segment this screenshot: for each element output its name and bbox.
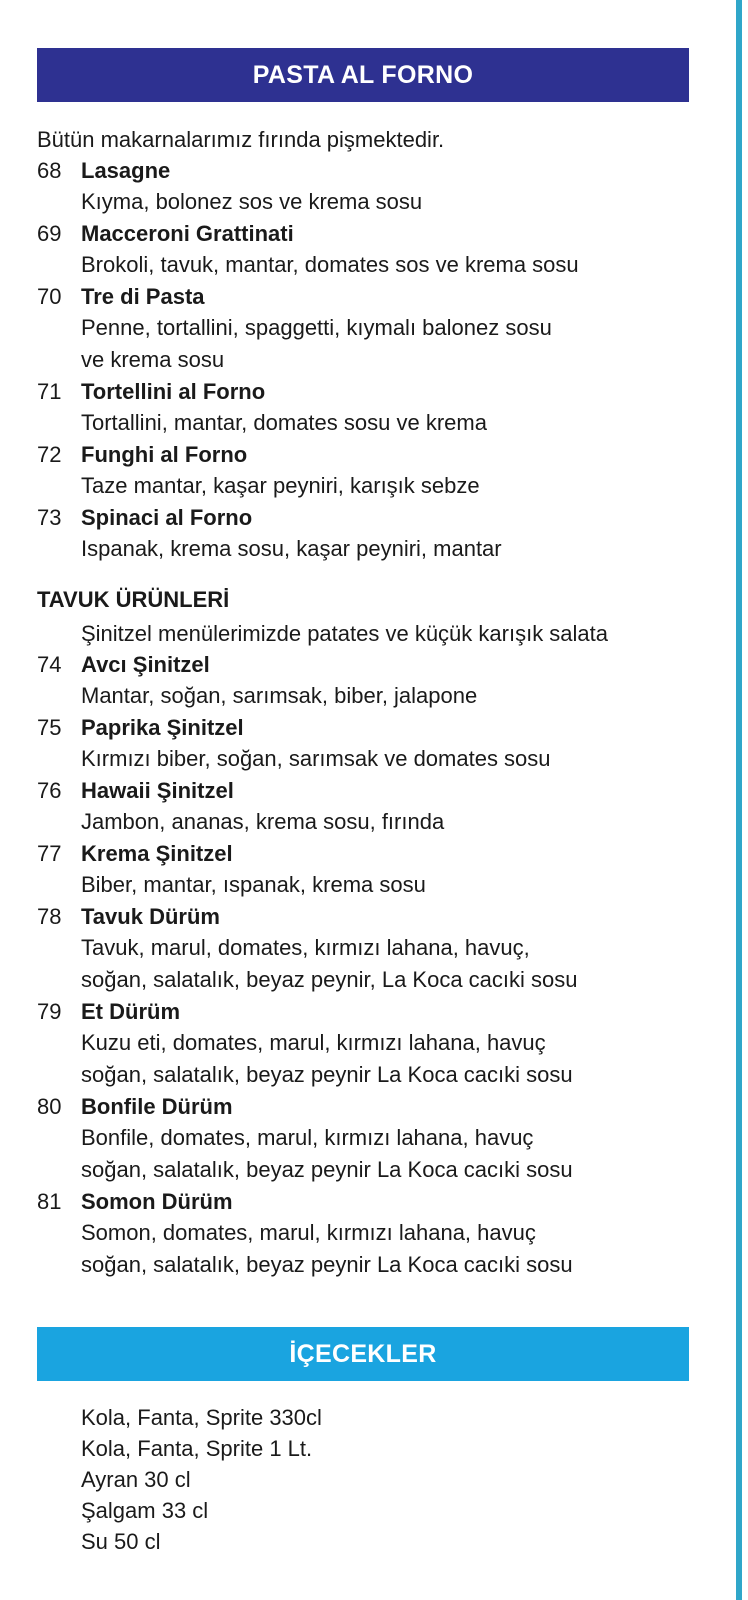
menu-item-description: soğan, salatalık, beyaz peynir La Koca cacıki sosu	[81, 1252, 573, 1277]
menu-item	[37, 775, 708, 806]
menu-item-description: Ispanak, krema sosu, kaşar peyniri, mantar	[81, 536, 502, 561]
pasta-menu-list	[37, 155, 708, 565]
menu-item-description: Brokoli, tavuk, mantar, domates sos ve krema sosu	[81, 252, 579, 277]
drinks-section-banner	[37, 1327, 689, 1381]
menu-item-description: Kıyma, bolonez sos ve krema sosu	[81, 189, 423, 214]
menu-item-description: ve krema sosu	[81, 347, 225, 372]
chicken-menu-list	[37, 649, 708, 1281]
menu-item-number: 80	[37, 1094, 62, 1119]
drink-item: Kola, Fanta, Sprite 1 Lt.	[81, 1436, 313, 1461]
menu-item-number: 75	[37, 715, 62, 740]
menu-item-description: Tortallini, mantar, domates sosu ve krema	[81, 410, 487, 435]
menu-item-description: Kırmızı biber, soğan, sarımsak ve domates sosu	[81, 746, 551, 771]
menu-item-description: soğan, salatalık, beyaz peynir, La Koca cacıki sosu	[81, 967, 578, 992]
pasta-section-title: PASTA AL FORNO	[252, 60, 474, 89]
menu-item-description: Penne, tortallini, spaggetti, kıymalı balonez sosu	[81, 315, 552, 340]
menu-item-number: 69	[37, 221, 62, 246]
menu-item-number: 78	[37, 904, 62, 929]
menu-item-number: 71	[37, 379, 62, 404]
menu-item-name: Macceroni Grattinati	[81, 221, 294, 246]
menu-item-number: 76	[37, 778, 62, 803]
menu-item-name: Bonfile Dürüm	[81, 1094, 233, 1119]
menu-item-name: Avcı Şinitzel	[81, 652, 210, 677]
menu-item-name: Spinaci al Forno	[81, 505, 253, 530]
menu-item	[37, 218, 708, 249]
menu-item-name: Krema Şinitzel	[81, 841, 233, 866]
menu-item-description: Taze mantar, kaşar peyniri, karışık sebze	[81, 473, 480, 498]
drink-item: Ayran 30 cl	[81, 1467, 191, 1492]
menu-item	[37, 155, 708, 186]
drink-item: Kola, Fanta, Sprite 330cl	[81, 1405, 322, 1430]
menu-item-name: Tortellini al Forno	[81, 379, 266, 404]
menu-item-name: Tre di Pasta	[81, 284, 205, 309]
menu-item	[37, 838, 708, 869]
drinks-section	[37, 1402, 708, 1557]
menu-item-number: 73	[37, 505, 62, 530]
menu-item-description: Biber, mantar, ıspanak, krema sosu	[81, 872, 426, 897]
drink-item: Şalgam 33 cl	[81, 1498, 209, 1523]
menu-item-number: 72	[37, 442, 62, 467]
menu-item	[37, 376, 708, 407]
menu-item	[37, 996, 708, 1027]
menu-item-name: Funghi al Forno	[81, 442, 248, 467]
menu-item	[37, 502, 708, 533]
menu-item-description: Mantar, soğan, sarımsak, biber, jalapone	[81, 683, 478, 708]
chicken-section-title: TAVUK ÜRÜNLERİ	[37, 587, 230, 612]
menu-item-name: Hawaii Şinitzel	[81, 778, 234, 803]
drink-item: Su 50 cl	[81, 1529, 161, 1554]
menu-item-number: 68	[37, 158, 62, 183]
drinks-list	[37, 1402, 708, 1557]
menu-item-name: Somon Dürüm	[81, 1189, 233, 1214]
menu-item	[37, 1186, 708, 1217]
menu-item-name: Paprika Şinitzel	[81, 715, 244, 740]
menu-item-description: Kuzu eti, domates, marul, kırmızı lahana, havuç	[81, 1030, 546, 1055]
chicken-section	[37, 584, 708, 1281]
menu-item-number: 70	[37, 284, 62, 309]
menu-item-description: soğan, salatalık, beyaz peynir La Koca cacıki sosu	[81, 1062, 573, 1087]
chicken-note: Şinitzel menülerimizde patates ve küçük karışık salata	[81, 621, 609, 646]
menu-item	[37, 1091, 708, 1122]
menu-item-number: 79	[37, 999, 62, 1024]
pasta-section	[37, 124, 708, 565]
menu-item-number: 74	[37, 652, 62, 677]
menu-item	[37, 712, 708, 743]
menu-item-description: soğan, salatalık, beyaz peynir La Koca cacıki sosu	[81, 1157, 573, 1182]
menu-item	[37, 649, 708, 680]
menu-item-number: 77	[37, 841, 62, 866]
pasta-intro: Bütün makarnalarımız fırında pişmektedir.	[37, 127, 445, 152]
menu-item-number: 81	[37, 1189, 62, 1214]
menu-item	[37, 439, 708, 470]
menu-item	[37, 901, 708, 932]
page-edge-line	[736, 0, 742, 1600]
menu-item-description: Bonfile, domates, marul, kırmızı lahana, havuç	[81, 1125, 534, 1150]
menu-item-name: Tavuk Dürüm	[81, 904, 220, 929]
menu-item-description: Tavuk, marul, domates, kırmızı lahana, havuç,	[81, 935, 530, 960]
pasta-section-banner	[37, 48, 689, 102]
menu-item	[37, 281, 708, 312]
menu-item-description: Somon, domates, marul, kırmızı lahana, havuç	[81, 1220, 536, 1245]
drinks-section-title: İÇECEKLER	[289, 1339, 437, 1368]
menu-item-name: Et Dürüm	[81, 999, 180, 1024]
menu-item-description: Jambon, ananas, krema sosu, fırında	[81, 809, 445, 834]
menu-item-name: Lasagne	[81, 158, 171, 183]
